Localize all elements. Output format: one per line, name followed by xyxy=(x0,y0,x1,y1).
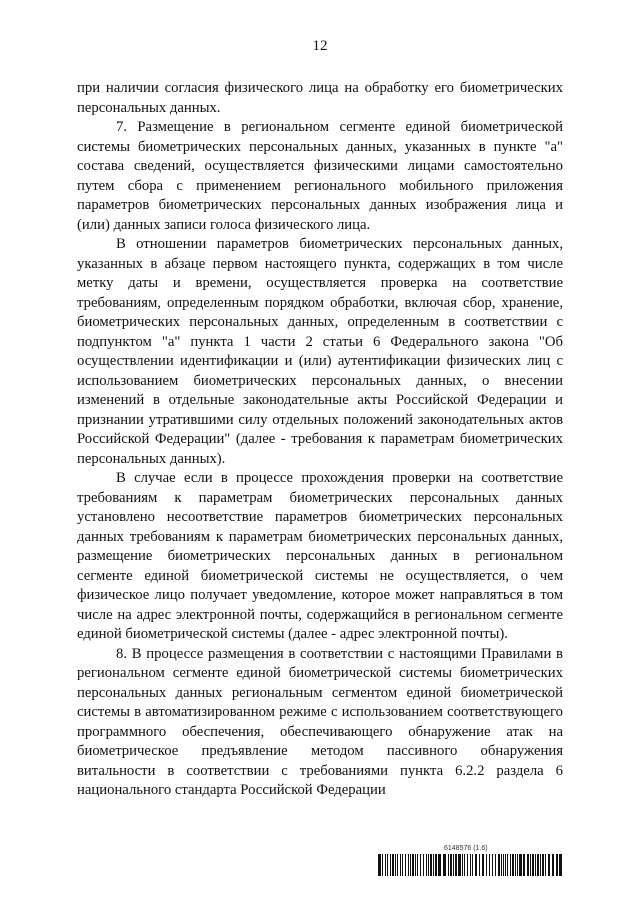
paragraph-verification: В отношении параметров биометрических персональных данных, указанных в абзаце первом настоящего пункта, содержащих в том числе метку даты и времени, осуществляется проверка на соответствие требованиям, определенным порядком обработки, включая сбор, хранение, биометрических персональных данных, определенным в соответствии с подпунктом "а" пункта 1 части 2 статьи 6 Федерального закона "Об осуществлении идентификации и (или) аутентификации физических лиц с использованием биометрических персональных данных, о внесении изменений в отдельные законодательные акты Российской Федерации и признании утратившими силу отдельных положений законодательных актов Российской Федерации" (далее - требования к параметрам биометрических персональных данных). xyxy=(77,236,563,467)
paragraph-mismatch: В случае если в процессе прохождения проверки на соответствие требованиям к параметрам биометрических персональных данных установлено несоответствие параметров биометрических персональных данных требованиям к параметрам биометрических персональных данных, размещение биометрических персональных данных в региональном сегменте единой биометрической системы не осуществляется, о чем физическое лицо получает уведомление, которое может направляться в том числе на адрес электронной почты, содержащийся в региональном сегменте единой биометрической системы (далее - адрес электронной почты). xyxy=(77,470,563,642)
barcode-icon xyxy=(378,854,564,876)
paragraph-item-8: 8. В процессе размещения в соответствии с настоящими Правилами в региональном сегменте единой биометрической системы биометрических персональных данных региональным сегментом единой биометрической системы в автоматизированном режиме с использованием соответствующего программного обеспечения, обеспечивающего обнаружение атак на биометрическое предъявление методом пассивного обнаружения витальности в соответствии с требованиями пункта 6.2.2 раздела 6 национального стандарта Российской Федерации xyxy=(77,645,563,798)
document-body xyxy=(77,79,563,801)
page-number: 12 xyxy=(312,38,328,54)
paragraph-item-7: 7. Размещение в региональном сегменте единой биометрической системы биометрических персональных данных, указанных в пункте "а" состава сведений, осуществляется физическими лицами самостоятельно путем сбора с применением регионального мобильного приложения параметров биометрических персональных данных изображения лица и (или) данных записи голоса физического лица. xyxy=(77,119,563,233)
paragraph-continuation: при наличии согласия физического лица на обработку его биометрических персональных данных. xyxy=(77,80,563,116)
document-code: 6148576 (1.6) xyxy=(444,845,488,852)
